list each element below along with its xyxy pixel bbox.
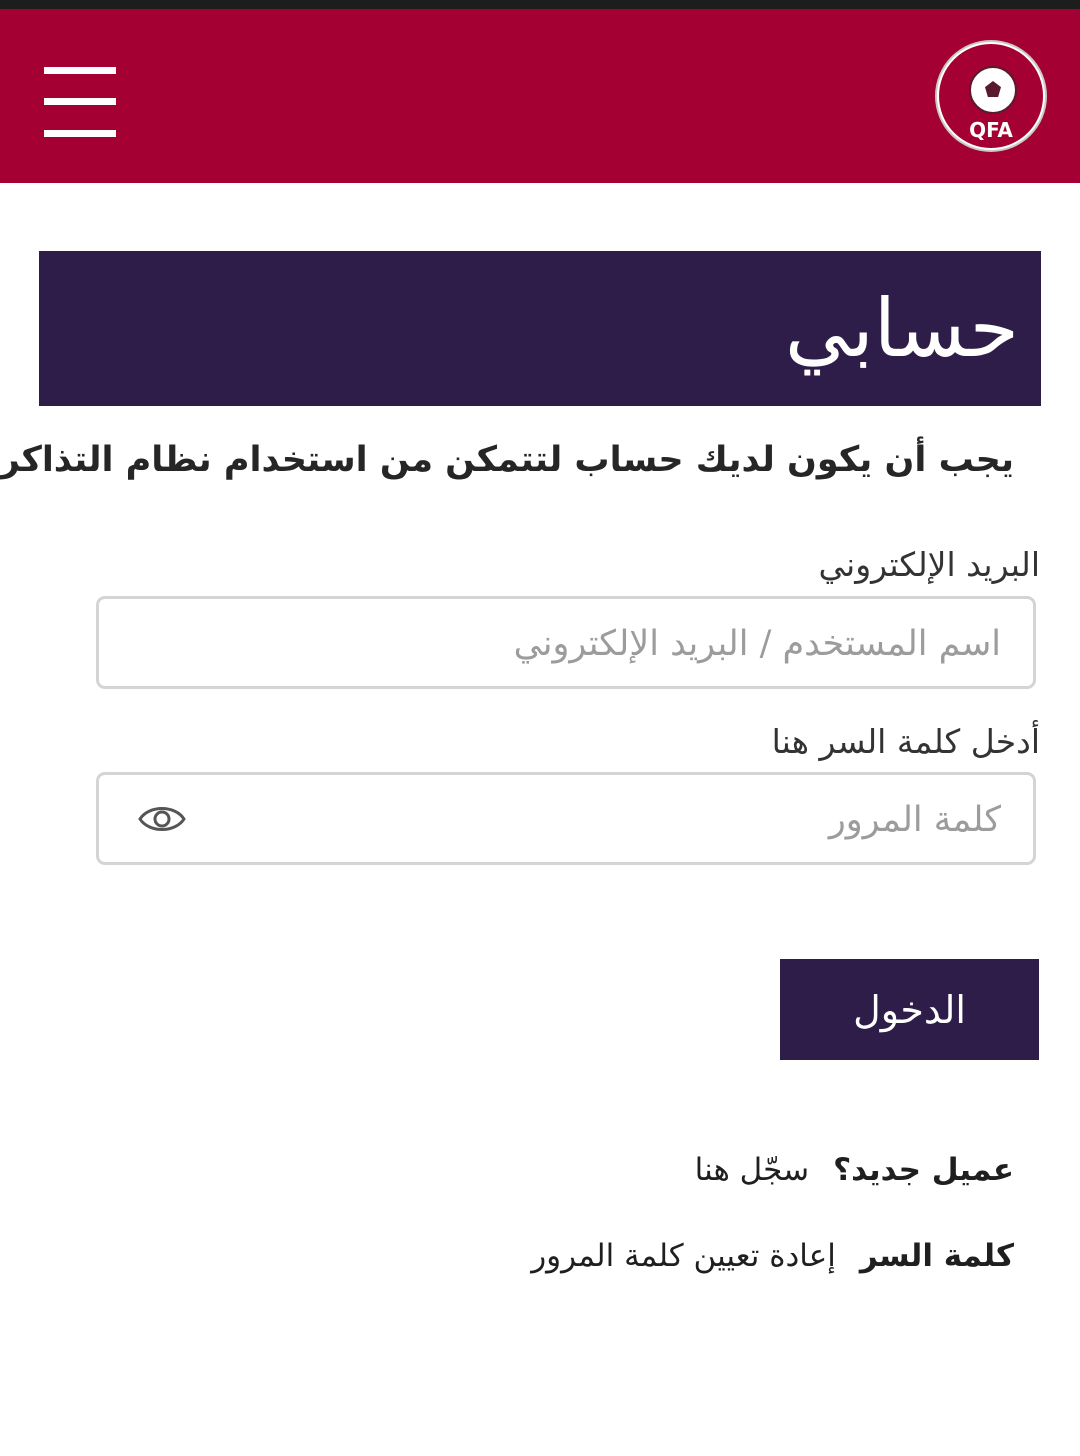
register-row	[695, 1152, 1014, 1188]
qfa-logo[interactable]	[937, 42, 1045, 150]
password-field[interactable]	[209, 775, 1003, 864]
password-label: أدخل كلمة السر هنا	[771, 722, 1040, 761]
title-banner	[39, 251, 1041, 406]
status-strip	[0, 0, 1080, 9]
account-notice: يجب أن يكون لديك حساب لتتمكن من استخدام نظام التذاكر	[0, 440, 1014, 480]
password-label-lead: كلمة السر	[859, 1238, 1014, 1274]
page-title: حسابي	[784, 282, 1019, 375]
reset-password-link[interactable]: إعادة تعيين كلمة المرور	[531, 1238, 836, 1274]
logo-text: QFA	[969, 118, 1013, 142]
email-field-box	[96, 596, 1036, 689]
register-link[interactable]: سجّل هنا	[694, 1152, 810, 1188]
top-bar	[0, 9, 1080, 183]
hamburger-menu-icon[interactable]	[44, 67, 116, 137]
reset-password-row	[531, 1238, 1014, 1274]
new-customer-label: عميل جديد؟	[833, 1152, 1014, 1188]
password-field-box	[96, 772, 1036, 865]
football-icon	[969, 66, 1017, 114]
eye-icon[interactable]	[137, 801, 187, 837]
login-button[interactable]: الدخول	[780, 959, 1039, 1060]
email-field[interactable]	[119, 599, 1003, 688]
email-label: البريد الإلكتروني	[818, 545, 1040, 584]
